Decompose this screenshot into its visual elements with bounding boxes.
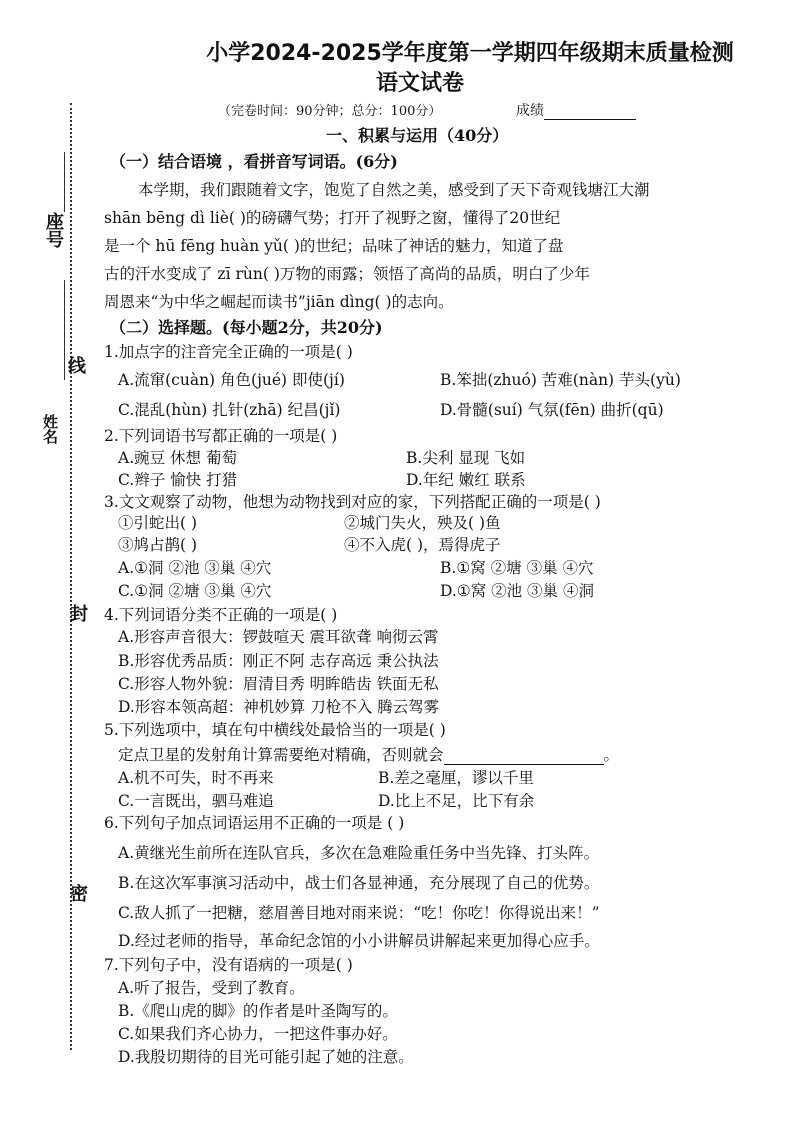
section-1-title: 一、积累与运用（40分） (326, 126, 509, 145)
exam-info: （完卷时间：90分钟；总分：100分） (218, 104, 442, 119)
q2-1-b: B.笨拙(zhuó) 苦难(nàn) 芋头(yù) (440, 371, 681, 389)
q2-4-b: B.形容优秀品质：刚正不阿 志存高远 秉公执法 (118, 652, 439, 670)
q2-4-a: A.形容声音很大：锣鼓喧天 震耳欲聋 响彻云霄 (118, 628, 439, 646)
q2-6-b: B.在这次军事演习活动中，战士们各显神通，充分展现了自己的优势。 (118, 874, 600, 892)
q2-1-c: C.混乱(hùn) 扎针(zhā) 纪昌(jǐ) (118, 401, 341, 419)
q2-3-item-1: ①引蛇出( ) (118, 514, 198, 532)
q2-5-sentence-text: 定点卫星的发射角计算需要绝对精确，否则就会 (118, 746, 444, 764)
q2-6-a: A.黄继光生前所在连队官兵，多次在急难险重任务中当先锋、打头阵。 (118, 844, 600, 862)
q2-4-c: C.形容人物外貌：眉清目秀 明眸皓齿 铁面无私 (118, 675, 439, 693)
q2-6: 6.下列句子加点词语运用不正确的一项是 ( ) (104, 814, 405, 832)
q1-line-2: shān bēng dì liè( )的磅礴气势；打开了视野之窗，懂得了20世纪 (104, 209, 561, 227)
binding-dotted-line (70, 103, 72, 1050)
score-blank[interactable] (544, 105, 636, 120)
name-label: 姓名 (41, 414, 59, 444)
q2-3-a: A.①洞 ②池 ③巢 ④穴 (118, 559, 272, 577)
q2-3-b: B.①窝 ②塘 ③巢 ④穴 (440, 559, 594, 577)
q2-3-item-2: ②城门失火，殃及( )鱼 (344, 514, 501, 532)
exam-subtitle: 语文试卷 (375, 71, 464, 96)
score-field (516, 100, 636, 120)
seat-label: 座号 (43, 212, 64, 248)
q1-line-1: 本学期，我们跟随着文字，饱览了自然之美，感受到了天下奇观钱塘江大潮 (138, 181, 650, 199)
q2-6-d: D.经过老师的指导，革命纪念馆的小小讲解员讲解起来更加得心应手。 (118, 932, 600, 950)
q1-line-4: 古的汗水变成了 zī rùn( )万物的雨露；领悟了高尚的品质，明白了少年 (104, 265, 590, 283)
q2-4: 4.下列词语分类不正确的一项是( ) (104, 606, 338, 624)
q2-5: 5.下列选项中，填在句中横线处最恰当的一项是( ) (104, 721, 446, 739)
q2-3: 3.文文观察了动物，他想为动物找到对应的家，下列搭配正确的一项是( ) (104, 493, 601, 511)
q2-5-b: B.差之毫厘，谬以千里 (378, 769, 534, 787)
q1-line-3: 是一个 hū fēng huàn yǔ( )的世纪；品味了神话的魅力，知道了盘 (104, 237, 564, 255)
q2-6-c: C.敌人抓了一把糖，慈眉善目地对雨来说：“吃！你吃！你得说出来！” (118, 904, 600, 922)
q2-3-item-4: ④不入虎( )，焉得虎子 (344, 536, 501, 554)
q2-1-d: D.骨髓(suí) 气氛(fēn) 曲折(qū) (440, 401, 664, 419)
q2-5-answer-blank[interactable] (444, 748, 604, 765)
score-label: 成绩 (516, 103, 544, 119)
q1-line-5: 周恩来“为中华之崛起而读书”jiān dìng( )的志向。 (104, 293, 454, 311)
q2-3-c: C.①洞 ②塘 ③巢 ④穴 (118, 582, 272, 600)
q2-1: 1.加点字的注音完全正确的一项是( ) (104, 343, 353, 361)
seat-blank (64, 152, 65, 212)
q2-7-b: B.《爬山虎的脚》的作者是叶圣陶写的。 (118, 1002, 398, 1020)
q2-3-item-3: ③鸠占鹊( ) (118, 536, 198, 554)
q2-7-a: A.听了报告，受到了教育。 (118, 979, 305, 997)
q2-1-a: A.流窜(cuàn) 角色(jué) 即使(jí) (118, 371, 345, 389)
q2-5-d: D.比上不足，比下有余 (378, 792, 535, 810)
q2-2-b: B.尖利 显现 飞如 (406, 449, 526, 467)
q2-7: 7.下列句子中，没有语病的一项是( ) (104, 956, 353, 974)
line-mark: 线 (65, 356, 86, 374)
q1-title: （一）结合语境 ，看拼音写词语。(6分) (110, 152, 398, 171)
q2-4-d: D.形容本领高超：神机妙算 刀枪不入 腾云驾雾 (118, 698, 440, 716)
q2-2: 2.下列词语书写都正确的一项是( ) (104, 427, 338, 445)
q2-3-d: D.①窝 ②池 ③巢 ④洞 (440, 582, 594, 600)
q2-5-c: C.一言既出，驷马难追 (118, 792, 274, 810)
q2-title: （二）选择题。(每小题2分，共20分) (110, 318, 383, 337)
q2-7-d: D.我殷切期待的目光可能引起了她的注意。 (118, 1048, 414, 1066)
q2-2-c: C.辫子 愉快 打猎 (118, 471, 238, 489)
secret-mark: 密 (67, 884, 88, 902)
name-blank (64, 280, 65, 380)
q2-5-a: A.机不可失，时不再来 (118, 769, 274, 787)
q2-5-sentence: 定点卫星的发射角计算需要绝对精确，否则就会 。 (118, 746, 620, 764)
q2-7-c: C.如果我们齐心协力，一把这件事办好。 (118, 1025, 398, 1043)
q2-2-a: A.豌豆 休想 葡萄 (118, 449, 237, 467)
seal-mark: 封 (67, 604, 88, 622)
q2-2-d: D.年纪 嫩红 联系 (406, 471, 526, 489)
exam-title: 小学2024-2025学年度第一学期四年级期末质量检测 (206, 41, 734, 66)
